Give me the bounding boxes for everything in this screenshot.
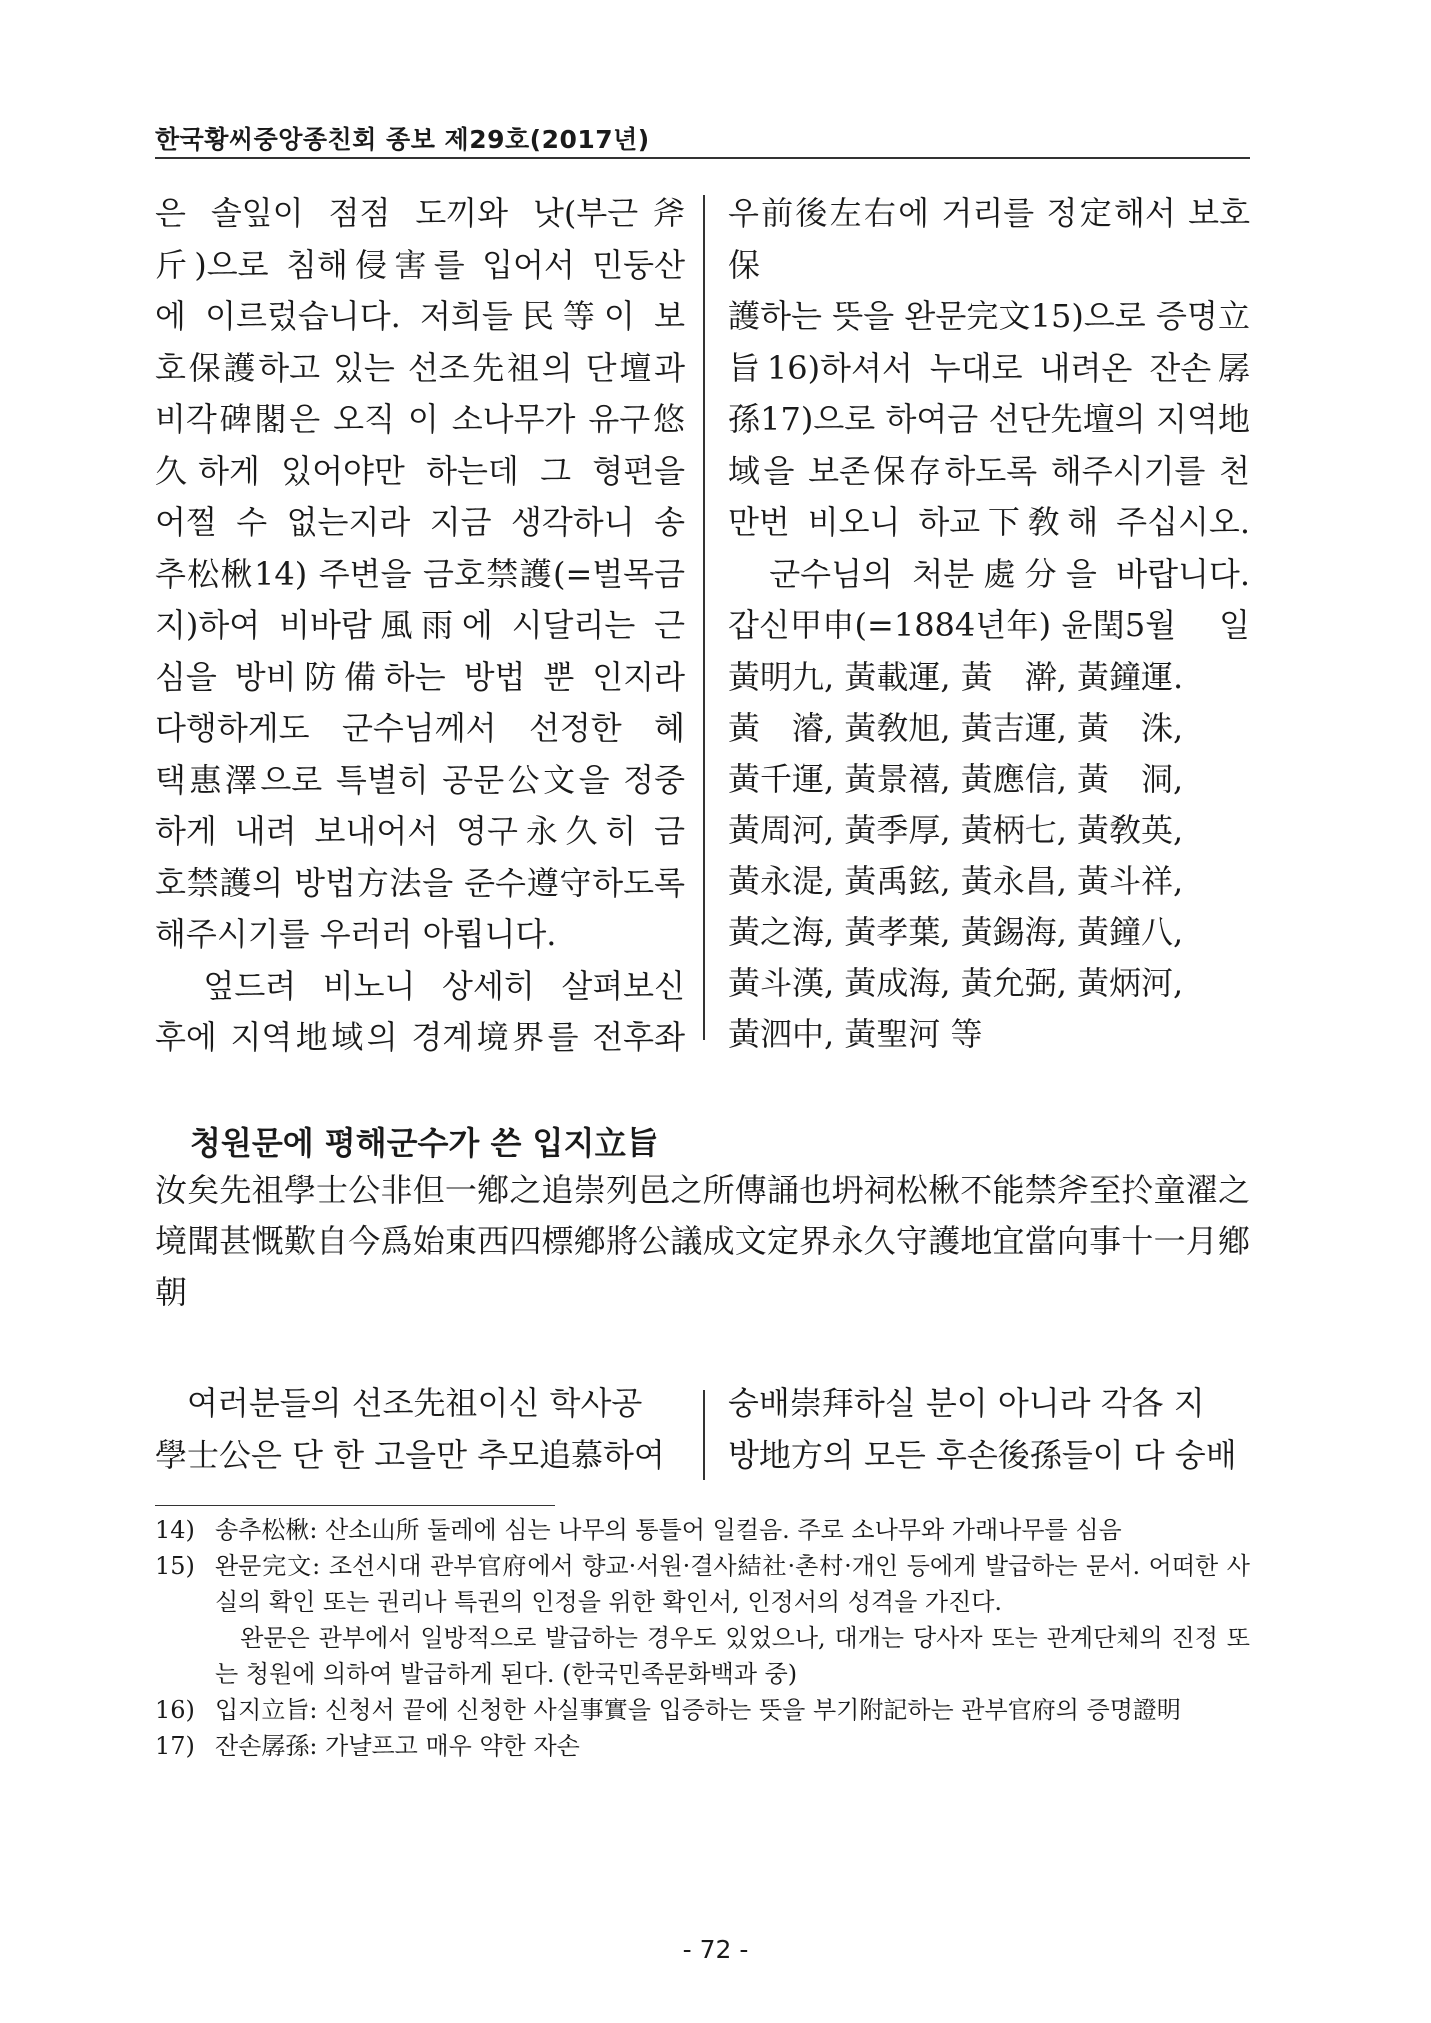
text-line: 호禁護의 방법方法을 준수遵守하도록 bbox=[155, 863, 685, 902]
footnote-text: 입지立旨: 신청서 끝에 신청한 사실事實을 입증하는 뜻을 부기附記하는 관부官府의 증명證明 bbox=[215, 1696, 1181, 1724]
footnote-text: 송추松楸: 산소山所 둘레에 심는 나무의 통틀어 일컬음. 주로 소나무와 가래나무를 심음 bbox=[215, 1516, 1122, 1544]
text-line: 孫17)으로 하여금 선단先壇의 지역地 bbox=[728, 400, 1250, 438]
text-line: 택惠澤으로 특별히 공문公文을 정중 bbox=[155, 760, 685, 799]
text-line: 域을 보존保存하도록 해주시기를 천 bbox=[728, 451, 1250, 490]
text-line: 심을 방비防備하는 방법 뿐 인지라 bbox=[155, 657, 685, 696]
footnote-text: 잔손孱孫: 가냘프고 매우 약한 자손 bbox=[215, 1732, 580, 1760]
footnote bbox=[155, 1512, 1250, 1548]
running-header: 한국황씨중앙종친회 종보 제29호(2017년) bbox=[155, 125, 650, 154]
names-row: 黃之海, 黃孝葉, 黃錫海, 黃鐘八, bbox=[728, 913, 1184, 951]
text-line: 만번 비오니 하교下敎해 주십시오. bbox=[728, 503, 1250, 541]
footnote-rule bbox=[155, 1505, 555, 1506]
left-column bbox=[155, 188, 685, 1064]
page-number: - 72 - bbox=[682, 1935, 749, 1964]
right-column bbox=[728, 188, 1250, 652]
names-row: 黃永湜, 黃禹鉉, 黃永昌, 黃斗祥, bbox=[728, 862, 1184, 900]
text-line: 은 솔잎이 점점 도끼와 낫(부근斧 bbox=[155, 194, 685, 232]
text-line: 하게 내려 보내어서 영구永久히 금 bbox=[155, 812, 685, 850]
section-title: 청원문에 평해군수가 쓴 입지立旨 bbox=[190, 1124, 659, 1162]
text-line: 어쩔 수 없는지라 지금 생각하니 송 bbox=[155, 503, 685, 541]
text-line: 호保護하고 있는 선조先祖의 단壇과 bbox=[155, 348, 685, 387]
names-row: 黃斗漢, 黃成海, 黃允弼, 黃炳河, bbox=[728, 964, 1184, 1002]
text-line: 에 이르렀습니다. 저희들民等이 보 bbox=[155, 297, 685, 335]
column-divider bbox=[703, 195, 705, 1040]
text-line: 군수님의 처분處分을 바랍니다. bbox=[728, 554, 1250, 593]
text-line: 우前後左右에 거리를 정定해서 보호保 bbox=[728, 194, 1250, 284]
text-line: 방地方의 모든 후손後孫들이 다 숭배 bbox=[728, 1435, 1237, 1474]
names-row: 黃千運, 黃景禧, 黃應信, 黃 洞, bbox=[728, 760, 1184, 798]
header-rule bbox=[155, 157, 1250, 159]
text-line: 久하게 있어야만 하는데 그 형편을 bbox=[155, 451, 685, 490]
text-line: 숭배崇拜하실 분이 아니라 각各 지 bbox=[728, 1384, 1205, 1422]
text-line: 다행하게도 군수님께서 선정한 혜 bbox=[155, 709, 685, 747]
bottom-left-column bbox=[155, 1378, 685, 1481]
text-line: 후에 지역地域의 경계境界를 전후좌 bbox=[155, 1018, 685, 1056]
text-line: 斤)으로 침해侵害를 입어서 민둥산 bbox=[155, 245, 685, 284]
footnote bbox=[155, 1728, 1250, 1764]
names-row: 黃明九, 黃載運, 黃 澣, 黃鐘運. bbox=[728, 658, 1184, 696]
footnote-text: 완문은 관부에서 일방적으로 발급하는 경우도 있었으나, 대개는 당사자 또는 관계단체의 진정 또는 청원에 의하여 발급하게 된다. (한국민족문화백과 중) bbox=[215, 1624, 1250, 1688]
text-line: 旨16)하셔서 누대로 내려온 잔손孱 bbox=[728, 348, 1250, 387]
names-row: 黃泗中, 黃聖河 等 bbox=[728, 1015, 983, 1053]
text-line: 엎드려 비노니 상세히 살펴보신 bbox=[155, 966, 685, 1005]
text-line: 추松楸14) 주변을 금호禁護(=벌목금 bbox=[155, 554, 685, 593]
footnote-text: 완문完文: 조선시대 관부官府에서 향교·서원·결사結社·촌村·개인 등에게 발급하는 문서. 어떠한 사실의 확인 또는 권리나 특권의 인정을 위한 확인서, 인정서의 성격을 가진다. bbox=[215, 1552, 1250, 1616]
text-line: 護하는 뜻을 완문完文15)으로 증명立 bbox=[728, 297, 1250, 335]
text-line: 갑신甲申(=1884년年) 윤閏5월 일 bbox=[728, 606, 1250, 644]
signatory-names bbox=[728, 652, 1248, 1060]
text-line: 비각碑閣은 오직 이 소나무가 유구悠 bbox=[155, 400, 685, 438]
text-line: 學士公은 단 한 고을만 추모追慕하여 bbox=[155, 1435, 665, 1474]
text-line: 지)하여 비바람風雨에 시달리는 근 bbox=[155, 606, 685, 644]
footnotes bbox=[155, 1512, 1250, 1764]
column-divider bbox=[703, 1390, 705, 1480]
hanja-paragraph: 汝矣先祖學士公非但一鄕之追崇列邑之所傳誦也坍祠松楸不能禁斧至扵童濯之境聞甚慨歎自今爲始東西四標鄕將公議成文定界永久守護地宜當向事十一月鄕朝 bbox=[155, 1171, 1250, 1311]
names-row: 黃 濬, 黃敎旭, 黃吉運, 黃 洙, bbox=[728, 709, 1184, 747]
text-line: 해주시기를 우러러 아룁니다. bbox=[155, 915, 557, 953]
bottom-right-column bbox=[728, 1378, 1250, 1481]
text-line: 여러분들의 선조先祖이신 학사공 bbox=[155, 1384, 643, 1422]
footnote-number: 15) bbox=[155, 1552, 195, 1580]
footnote bbox=[155, 1548, 1250, 1692]
footnote-number: 17) bbox=[155, 1732, 195, 1760]
footnote-number: 16) bbox=[155, 1696, 195, 1724]
footnote bbox=[155, 1692, 1250, 1728]
footnote-number: 14) bbox=[155, 1516, 195, 1544]
names-row: 黃周河, 黃季厚, 黃柄七, 黃敎英, bbox=[728, 811, 1184, 849]
